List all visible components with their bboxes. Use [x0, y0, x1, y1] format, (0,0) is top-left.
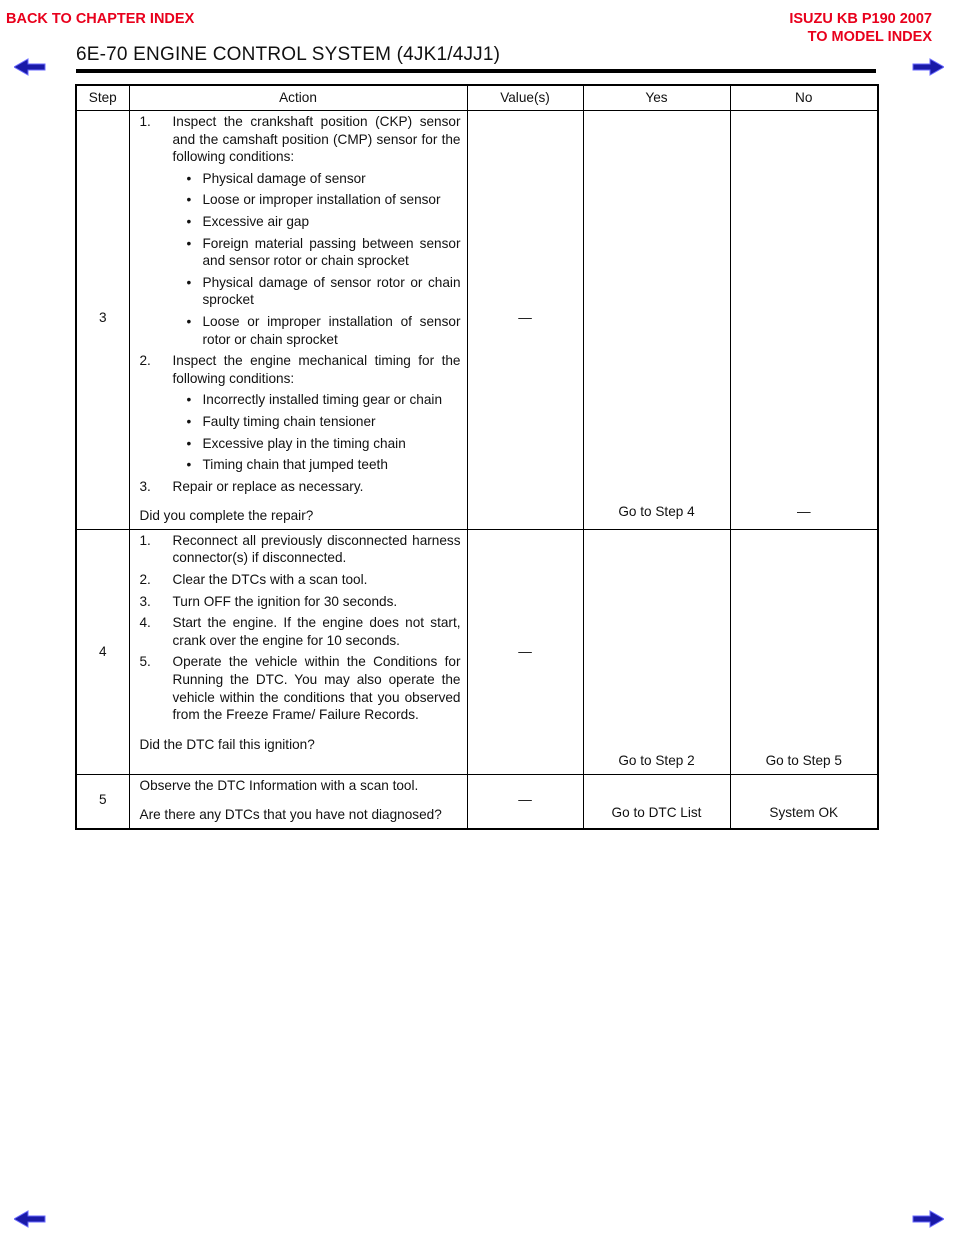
- step-number: 3: [98, 310, 107, 326]
- no-cell: [730, 529, 878, 774]
- action-item: 3. Repair or replace as necessary.: [139, 478, 364, 494]
- action-bullet: • Loose or improper installation of sensor rotor or chain sprocket: [186, 313, 461, 347]
- action-question: Did you complete the repair?: [139, 508, 314, 524]
- step-cell: [76, 774, 129, 829]
- step-number: 5: [98, 792, 107, 808]
- action-text: Observe the DTC Information with a scan tool.: [139, 777, 419, 793]
- header-rule: [76, 69, 876, 73]
- column-header-no: No: [730, 85, 878, 111]
- column-header-yes: Yes: [583, 85, 730, 111]
- previous-page-arrow-icon[interactable]: [14, 58, 46, 76]
- no-text: Go to Step 5: [765, 753, 842, 769]
- yes-text: Go to Step 2: [618, 753, 695, 769]
- action-cell: [129, 774, 467, 829]
- action-bullet: • Excessive play in the timing chain: [186, 435, 406, 451]
- yes-text: Go to Step 4: [618, 504, 695, 520]
- table-row: [76, 774, 878, 829]
- back-to-chapter-index-link[interactable]: BACK TO CHAPTER INDEX: [6, 11, 195, 27]
- action-bullet: • Timing chain that jumped teeth: [186, 457, 388, 473]
- yes-cell: [583, 111, 730, 530]
- action-bullet: • Physical damage of sensor: [186, 170, 366, 186]
- no-text: —: [796, 504, 811, 520]
- action-bullet: • Loose or improper installation of sensor: [186, 192, 441, 208]
- no-text: System OK: [769, 805, 839, 821]
- yes-text: Go to DTC List: [611, 805, 702, 821]
- action-bullet: • Physical damage of sensor rotor or chain sprocket: [186, 274, 461, 308]
- table-row: [76, 529, 878, 774]
- column-header-step: Step: [76, 85, 129, 111]
- action-bullet: • Faulty timing chain tensioner: [186, 413, 376, 429]
- action-cell: [129, 529, 467, 774]
- yes-cell: [583, 774, 730, 829]
- step-cell: [76, 529, 129, 774]
- action-item: 5. Operate the vehicle within the Conditions for Running the DTC. You may also operate the vehicle within the conditions that you observed from the Freeze Frame/ Failure Records.: [139, 654, 461, 723]
- model-title-link[interactable]: ISUZU KB P190 2007: [789, 11, 932, 27]
- no-cell: [730, 774, 878, 829]
- action-bullet: • Excessive air gap: [186, 213, 310, 229]
- action-question: Did the DTC fail this ignition?: [139, 736, 315, 752]
- action-item: 2. Clear the DTCs with a scan tool.: [139, 572, 368, 588]
- action-bullet: • Incorrectly installed timing gear or chain: [186, 392, 443, 408]
- action-item: 1. Reconnect all previously disconnected harness connector(s) if disconnected.: [139, 532, 461, 566]
- table-header-row: [76, 85, 878, 111]
- previous-page-arrow-icon[interactable]: [14, 1210, 46, 1228]
- value-text: —: [518, 310, 532, 326]
- column-header-values: Value(s): [467, 85, 583, 111]
- page-title: 6E-70 ENGINE CONTROL SYSTEM (4JK1/4JJ1): [76, 44, 501, 65]
- value-cell: [467, 111, 583, 530]
- next-page-arrow-icon[interactable]: [912, 58, 944, 76]
- value-text: —: [518, 792, 532, 808]
- yes-cell: [583, 529, 730, 774]
- diagnostic-table: [75, 84, 879, 830]
- action-bullet: • Foreign material passing between sensor and sensor rotor or chain sprocket: [186, 235, 461, 269]
- action-item: 4. Start the engine. If the engine does not start, crank over the engine for 10 seconds.: [139, 615, 461, 648]
- action-question: Are there any DTCs that you have not diagnosed?: [139, 807, 442, 823]
- next-page-arrow-icon[interactable]: [912, 1210, 944, 1228]
- action-item: 3. Turn OFF the ignition for 30 seconds.: [139, 593, 398, 609]
- value-text: —: [518, 644, 532, 660]
- to-model-index-link[interactable]: TO MODEL INDEX: [807, 29, 932, 45]
- no-cell: [730, 111, 878, 530]
- table-row: [76, 111, 878, 530]
- step-cell: [76, 111, 129, 530]
- action-item: 2. Inspect the engine mechanical timing for the following conditions: • Incorrectly installed timing gear or chain • Faulty timing chain tensioner • Excessive play in the timing chain • Timing chain that jumped teeth: [139, 353, 461, 473]
- step-number: 4: [98, 644, 107, 660]
- value-cell: [467, 774, 583, 829]
- column-header-action: Action: [129, 85, 467, 111]
- action-cell: [129, 111, 467, 530]
- value-cell: [467, 529, 583, 774]
- action-item: 1. Inspect the crankshaft position (CKP) sensor and the camshaft position (CMP) sensor for the following conditions: • Physical damage of sensor • Loose or improper installation of sensor • Excessive air gap • Foreign material passing between sensor and sensor rotor or chain sprocket • Physical damage of sensor rotor or chain sprocket • Loose or improper installation of sensor rotor or chain sprocket: [139, 114, 461, 347]
